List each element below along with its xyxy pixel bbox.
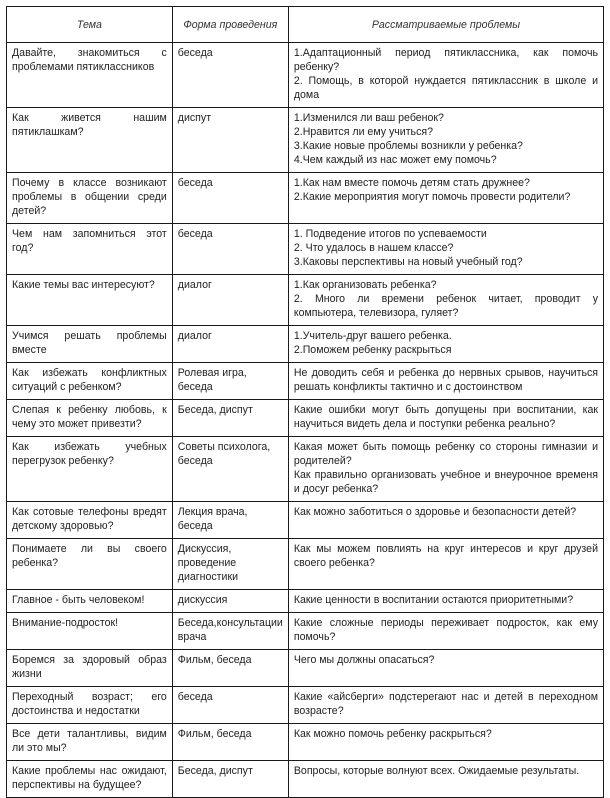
form-cell: диалог [172,275,288,326]
topic-cell: Как сотовые телефоны вредят детскому здоровью? [7,502,173,539]
problem-item: Какие ошибки могут быть допущены при воспитании, как научиться видеть дела и поступки ребенка реально? [293,404,598,430]
table-body [7,43,604,798]
problems-cell [288,761,603,798]
table-row [7,650,604,687]
form-cell: Беседа,консультации врача [172,613,288,650]
topic-cell: Как избежать учебных перегрузок ребенку? [7,437,173,502]
problems-cell [288,650,603,687]
header-problems: Рассматриваемые проблемы [288,7,603,43]
problem-item: Вопросы, которые волнуют всех. Ожидаемые результаты. [293,765,580,777]
form-cell: беседа [172,43,288,108]
problem-item: 4.Чем каждый из нас может ему помочь? [293,154,497,166]
problems-cell [288,539,603,590]
form-cell: Лекция врача, беседа [172,502,288,539]
topic-cell: Понимаете ли вы своего ребенка? [7,539,173,590]
problem-item: 2.Какие мероприятия могут помочь провести родители? [293,191,571,203]
table-row [7,275,604,326]
header-topic: Тема [7,7,173,43]
table-row [7,724,604,761]
topic-cell: Чем нам запомниться этот год? [7,224,173,275]
problem-item: 2. Что удалось в нашем классе? [293,242,454,254]
table-row [7,400,604,437]
topic-cell: Слепая к ребенку любовь, к чему это может привезти? [7,400,173,437]
table-row [7,590,604,613]
topic-cell: Давайте, знакомиться с проблемами пятиклассников [7,43,173,108]
problem-item: Как мы можем повлиять на круг интересов и круг друзей своего ребенка? [293,543,598,569]
problem-item: 1.Учитель-друг вашего ребенка. [293,330,452,342]
problem-item: 2.Поможем ребенку раскрыться [293,344,452,356]
problems-cell [288,275,603,326]
problems-cell [288,363,603,400]
problem-item: Какие «айсберги» подстерегают нас и детей в переходном возрасте? [293,691,598,717]
problem-item: Как правильно организовать учебное и внеурочное временя и досуг ребенка? [293,469,598,495]
table-row [7,108,604,173]
header-row [7,7,604,43]
table-row [7,437,604,502]
topic-cell: Главное - быть человеком! [7,590,173,613]
problems-cell [288,224,603,275]
table-row [7,539,604,590]
problem-item: 1. Подведение итогов по успеваемости [293,228,487,240]
topic-cell: Как живется нашим пятиклашкам? [7,108,173,173]
table-row [7,43,604,108]
problem-item: 2. Много ли времени ребенок читает, проводит у компьютера, телевизора, гуляет? [293,293,598,319]
topic-cell: Все дети талантливы, видим ли это мы? [7,724,173,761]
problem-item: 3.Какие новые проблемы возникли у ребенка? [293,140,523,152]
problem-item: 2.Нравится ли ему учиться? [293,126,433,138]
form-cell: беседа [172,224,288,275]
problem-item: 3.Каковы перспективы на новый учебный год? [293,256,523,268]
problem-item: Как можно заботиться о здоровье и безопасности детей? [293,506,577,518]
problem-item: Какая может быть помощь ребенку со стороны гимназии и родителей? [293,441,598,467]
topic-cell: Боремся за здоровый образ жизни [7,650,173,687]
problem-item: Как можно помочь ребенку раскрыться? [293,728,492,740]
topic-cell: Переходный возраст; его достоинства и недостатки [7,687,173,724]
form-cell: Советы психолога, беседа [172,437,288,502]
form-cell: диалог [172,326,288,363]
table-row [7,761,604,798]
problems-cell [288,326,603,363]
form-cell: Фильм, беседа [172,650,288,687]
form-cell: Беседа, диспут [172,761,288,798]
form-cell: беседа [172,687,288,724]
problems-cell [288,400,603,437]
topic-cell: Какие темы вас интересуют? [7,275,173,326]
problems-cell [288,43,603,108]
problems-cell [288,613,603,650]
form-cell: Ролевая игра, беседа [172,363,288,400]
problems-cell [288,502,603,539]
form-cell: беседа [172,173,288,224]
problems-cell [288,590,603,613]
problems-cell [288,437,603,502]
table-row [7,613,604,650]
form-cell: Фильм, беседа [172,724,288,761]
problems-cell [288,687,603,724]
problem-item: 1.Как нам вместе помочь детям стать дружнее? [293,177,530,189]
problems-cell [288,173,603,224]
header-form: Форма проведения [172,7,288,43]
problem-item: Не доводить себя и ребенка до нервных срывов, научиться решать конфликты тактично и с достоинством [293,367,598,393]
form-cell: Дискуссия, проведение диагностики [172,539,288,590]
table-row [7,687,604,724]
problem-item: 2. Помощь, в которой нуждается пятиклассник в школе и дома [293,75,598,101]
table-row [7,173,604,224]
problem-item: Какие ценности в воспитании остаются приоритетными? [293,594,574,606]
topic-cell: Почему в классе возникают проблемы в общении среди детей? [7,173,173,224]
form-cell: Беседа, диспут [172,400,288,437]
problems-cell [288,108,603,173]
form-cell: диспут [172,108,288,173]
problem-item: 1.Как организовать ребенка? [293,279,437,291]
topic-cell: Внимание-подросток! [7,613,173,650]
topic-cell: Как избежать конфликтных ситуаций с ребенком? [7,363,173,400]
table-row [7,502,604,539]
table-row [7,363,604,400]
parent-meetings-table [6,6,604,798]
problems-cell [288,724,603,761]
problem-item: 1.Адаптационный период пятиклассника, как помочь ребенку? [293,47,598,73]
problem-item: Чего мы должны опасаться? [293,654,435,666]
table-row [7,224,604,275]
topic-cell: Какие проблемы нас ожидают, перспективы на будущее? [7,761,173,798]
problem-item: 1.Изменился ли ваш ребенок? [293,112,444,124]
table-row [7,326,604,363]
problem-item: Какие сложные периоды переживает подросток, как ему помочь? [293,617,598,643]
topic-cell: Учимся решать проблемы вместе [7,326,173,363]
form-cell: дискуссия [172,590,288,613]
